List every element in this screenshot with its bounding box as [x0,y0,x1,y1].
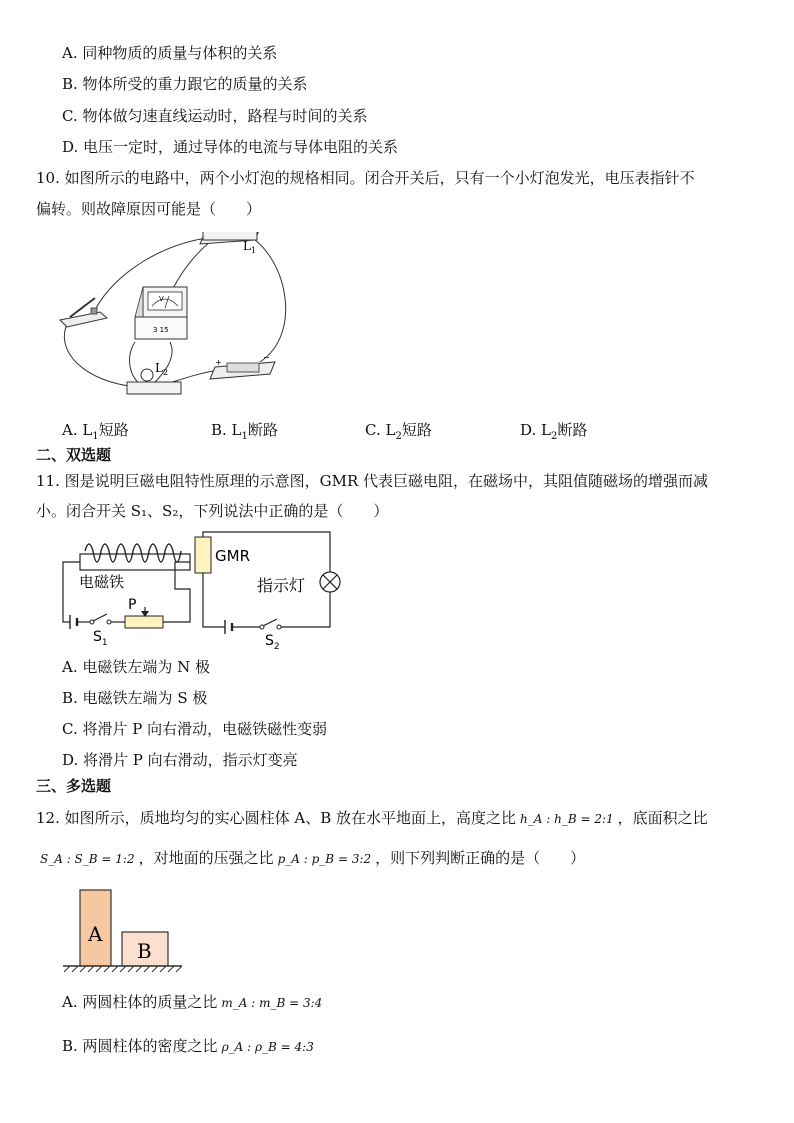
switch-s1-label: $S_1$ [93,629,108,648]
switch-s2-label: $S_2$ [265,633,280,652]
ratio-h: h_A : h_B = 2:1 [520,812,614,826]
q12-cylinders-figure [60,888,190,973]
gmr-label: GMR [215,547,250,565]
gmr-resistor [195,537,211,573]
q9-option-a: A. 同种物质的质量与体积的关系 [62,44,278,62]
q10-stem-line1: 10. 如图所示的电路中，两个小灯泡的规格相同。闭合开关后，只有一个小灯泡发光，电压表指针不 [36,169,695,187]
ratio-s: S_A : S_B = 1:2 [40,852,135,866]
q11-option-c: C. 将滑片 P 向右滑动，电磁铁磁性变弱 [62,720,328,738]
q12-option-b: B. 两圆柱体的密度之比 ρ_A : ρ_B = 4:3 [62,1037,314,1055]
section-heading-2: 二、双选题 [36,446,112,464]
lamp-label: 指示灯 [257,576,306,595]
q9-option-c: C. 物体做匀速直线运动时，路程与时间的关系 [62,107,368,125]
q12-option-a: A. 两圆柱体的质量之比 m_A : m_B = 3:4 [62,993,323,1011]
ratio-p: p_A : p_B = 3:2 [277,852,372,866]
q11-stem-line2: 小。闭合开关 S₁、S₂，下列说法中正确的是（ ） [36,502,389,520]
ratio-m: m_A : m_B = 3:4 [221,996,323,1010]
battery-minus: − [263,353,270,362]
bulb-l2 [127,369,181,394]
q10-option-a: A. $L_1$短路 [62,421,129,442]
switch-s2-blade [263,619,277,626]
q10-option-d: D. $L_2$断路 [520,421,588,442]
q11-stem-line1: 11. 图是说明巨磁电阻特性原理的示意图，GMR 代表巨磁电阻，在磁场中，其阻值随磁场的增强而减 [36,472,709,490]
bulb-l1 [200,232,260,244]
voltmeter-label: V [159,295,164,303]
battery [210,353,275,379]
rheostat [125,616,163,628]
label-l2: $L_2$ [155,361,169,377]
q12-stem-line2: S_A : S_B = 1:2 ，对地面的压强之比 p_A : p_B = 3:2 ，则下列判断正确的是（ ） [40,849,586,867]
wire [64,324,137,387]
wire [63,562,80,622]
q9-option-b: B. 物体所受的重力跟它的质量的关系 [62,75,308,93]
wire [130,342,140,384]
q11-option-d: D. 将滑片 P 向右滑动，指示灯变亮 [62,751,298,769]
section-heading-3: 三、多选题 [36,777,112,795]
ground-hatching [64,966,182,972]
cylinder-b-label: B [137,939,152,963]
voltmeter [135,287,187,339]
label-l1: $L_1$ [243,239,257,255]
ratio-rho: ρ_A : ρ_B = 4:3 [221,1040,314,1054]
voltmeter-terminals: 3 15 [153,326,169,334]
slider-label: P [128,597,137,613]
q11-option-b: B. 电磁铁左端为 S 极 [62,689,208,707]
electromagnet-label: 电磁铁 [79,573,125,591]
q11-option-a: A. 电磁铁左端为 N 极 [62,658,211,676]
q11-gmr-figure [55,527,350,652]
q10-option-b: B. $L_1$断路 [211,421,278,442]
q10-option-c: C. $L_2$短路 [365,421,432,442]
cylinder-a-label: A [88,922,103,946]
q10-circuit-figure [55,232,305,402]
battery-plus: + [215,358,222,367]
q12-stem-line1: 12. 如图所示，质地均匀的实心圆柱体 A、B 放在水平地面上，高度之比 h_A : h_B = 2:1 ，底面积之比 [36,809,708,827]
q9-option-d: D. 电压一定时，通过导体的电流与导体电阻的关系 [62,138,399,156]
switch-s1-blade [93,614,107,621]
q10-stem-line2: 偏转。则故障原因可能是（ ） [36,200,262,218]
